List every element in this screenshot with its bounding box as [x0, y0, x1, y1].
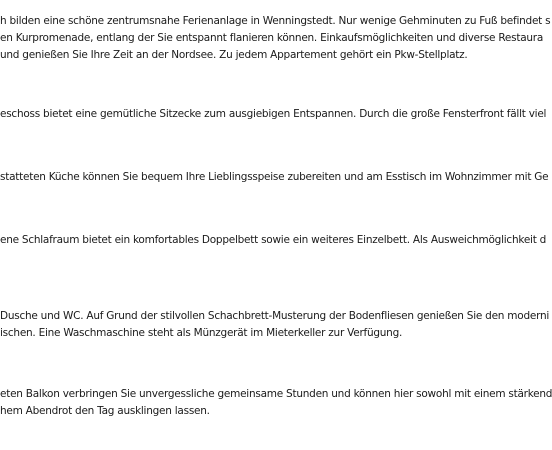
paragraph-line: statteten Küche können Sie bequem Ihre Lieblingsspeise zubereiten und am Esstisch im Wohnzimmer mit Ge — [0, 171, 549, 183]
paragraph-line: ischen. Eine Waschmaschine steht als Münzgerät im Mieterkeller zur Verfügung. — [0, 327, 403, 339]
paragraph-line: h bilden eine schöne zentrumsnahe Ferienanlage in Wenningstedt. Nur wenige Gehminuten zu Fuß befindet s — [0, 15, 551, 27]
paragraph-line: eschoss bietet eine gemütliche Sitzecke zum ausgiebigen Entspannen. Durch die große Fensterfront fällt viel — [0, 108, 547, 120]
paragraph-line: Dusche und WC. Auf Grund der stilvollen Schachbrett-Musterung der Bodenfliesen genießen Sie den moderni — [0, 310, 550, 322]
paragraph-line: eten Balkon verbringen Sie unvergessliche gemeinsame Stunden und können hier sowohl mit einem stärkend — [0, 388, 552, 400]
paragraph-line: en Kurpromenade, entlang der Sie entspannt flanieren können. Einkaufsmöglichkeiten und diverse Restaura — [0, 32, 544, 44]
paragraph-line: ene Schlafraum bietet ein komfortables Doppelbett sowie ein weiteres Einzelbett. Als Ausweichmöglichkeit d — [0, 234, 547, 246]
paragraph-line: hem Abendrot den Tag ausklingen lassen. — [0, 405, 210, 417]
paragraph-line: und genießen Sie Ihre Zeit an der Nordsee. Zu jedem Appartement gehört ein Pkw-Stellplatz. — [0, 49, 468, 61]
